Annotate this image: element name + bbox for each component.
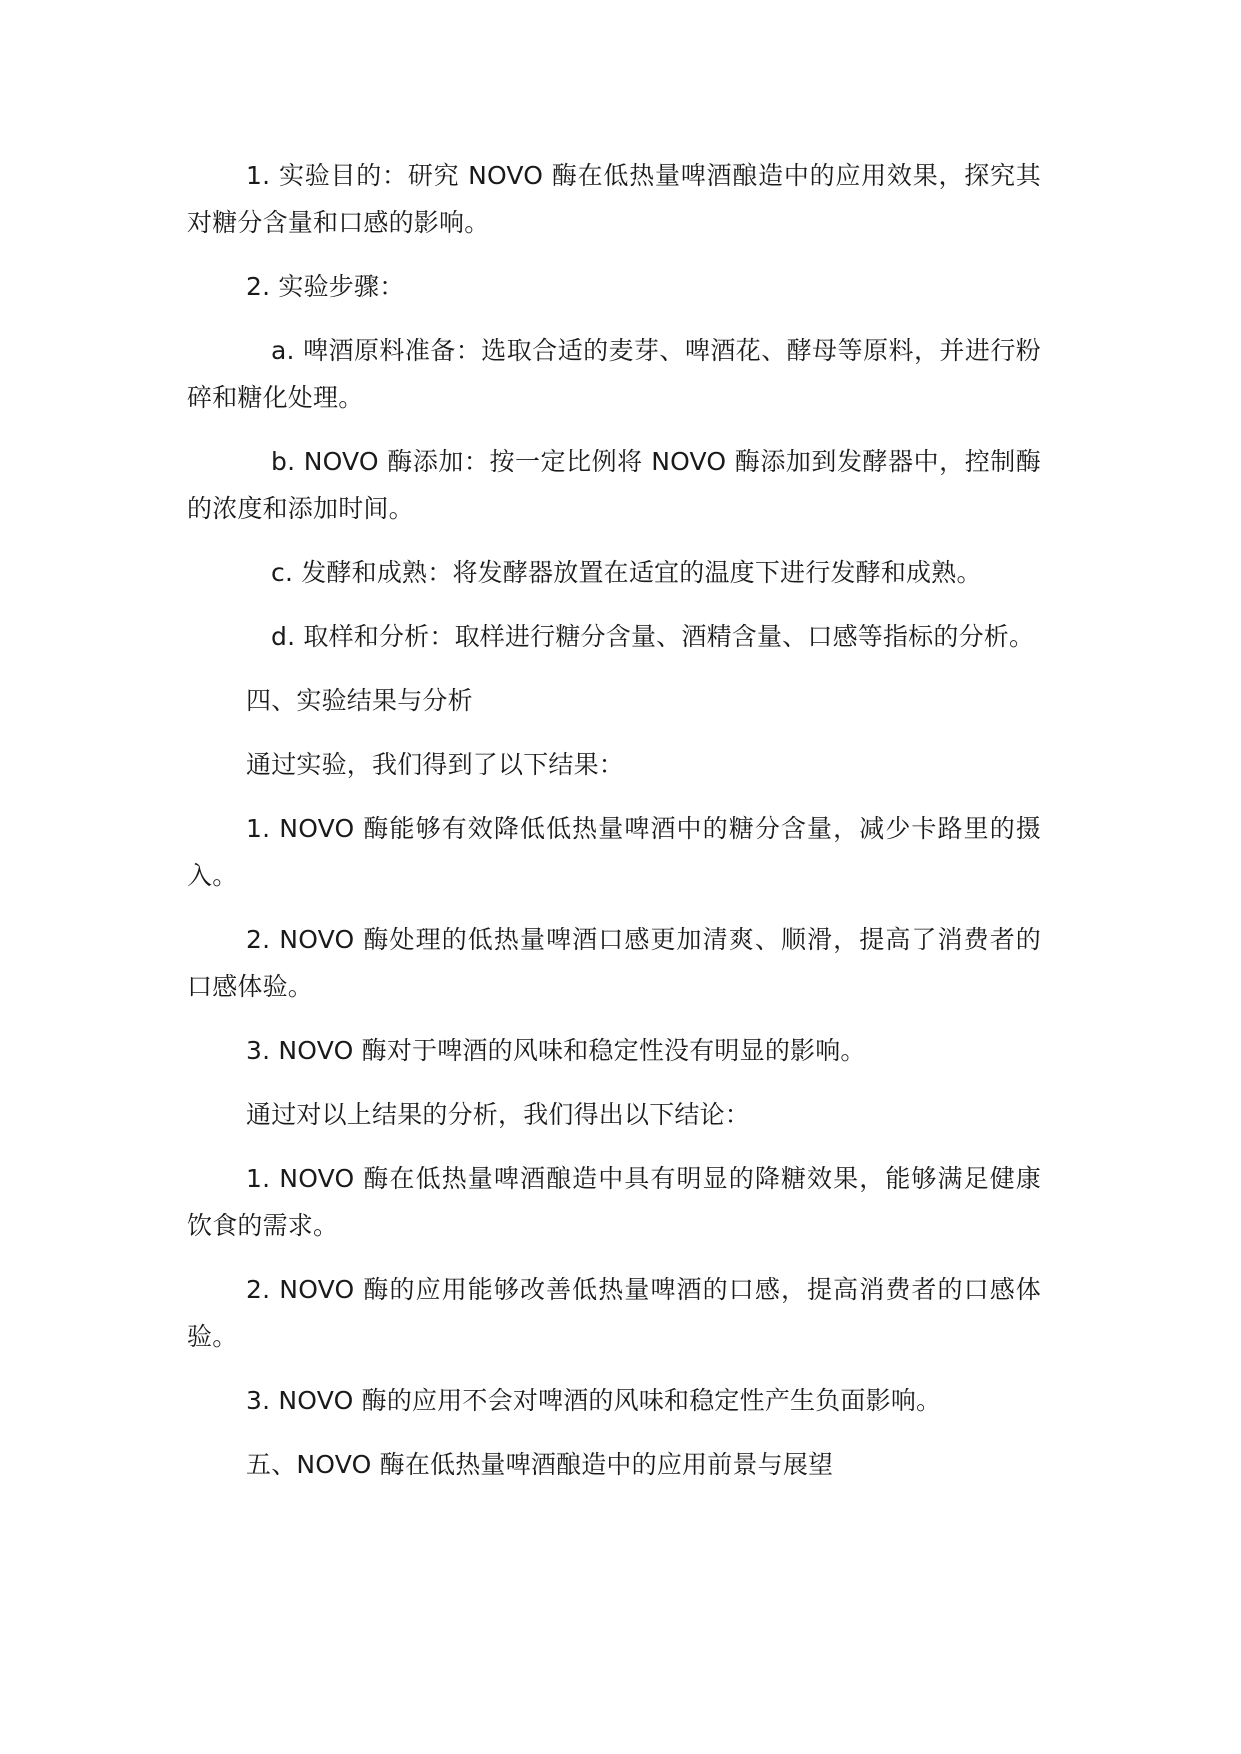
document-body [187, 152, 1041, 1505]
step-d-paragraph: d. 取样和分析：取样进行糖分含量、酒精含量、口感等指标的分析。 [271, 622, 1035, 651]
objective-paragraph: 1. 实验目的：研究 NOVO 酶在低热量啤酒酿造中的应用效果，探究其对糖分含量和口感的影响。 [187, 161, 1041, 237]
result-2: 2. NOVO 酶处理的低热量啤酒口感更加清爽、顺滑，提高了消费者的口感体验。 [187, 925, 1041, 1001]
section-five-heading: 五、NOVO 酶在低热量啤酒酿造中的应用前景与展望 [246, 1450, 834, 1479]
result-3: 3. NOVO 酶对于啤酒的风味和稳定性没有明显的影响。 [246, 1036, 866, 1065]
step-a-paragraph: a. 啤酒原料准备：选取合适的麦芽、啤酒花、酵母等原料，并进行粉碎和糖化处理。 [187, 336, 1041, 412]
section-four-heading: 四、实验结果与分析 [246, 686, 473, 715]
conclusion-2: 2. NOVO 酶的应用能够改善低热量啤酒的口感，提高消费者的口感体验。 [187, 1275, 1041, 1351]
conclusions-intro: 通过对以上结果的分析，我们得出以下结论： [246, 1100, 751, 1129]
conclusion-1: 1. NOVO 酶在低热量啤酒酿造中具有明显的降糖效果，能够满足健康饮食的需求。 [187, 1164, 1041, 1240]
steps-heading: 2. 实验步骤： [246, 272, 405, 301]
results-intro: 通过实验，我们得到了以下结果： [246, 750, 625, 779]
step-b-paragraph: b. NOVO 酶添加：按一定比例将 NOVO 酶添加到发酵器中，控制酶的浓度和添加时间。 [187, 447, 1041, 523]
result-1: 1. NOVO 酶能够有效降低低热量啤酒中的糖分含量，减少卡路里的摄入。 [187, 814, 1041, 890]
step-c-paragraph: c. 发酵和成熟：将发酵器放置在适宜的温度下进行发酵和成熟。 [271, 558, 982, 587]
conclusion-3: 3. NOVO 酶的应用不会对啤酒的风味和稳定性产生负面影响。 [246, 1386, 942, 1415]
